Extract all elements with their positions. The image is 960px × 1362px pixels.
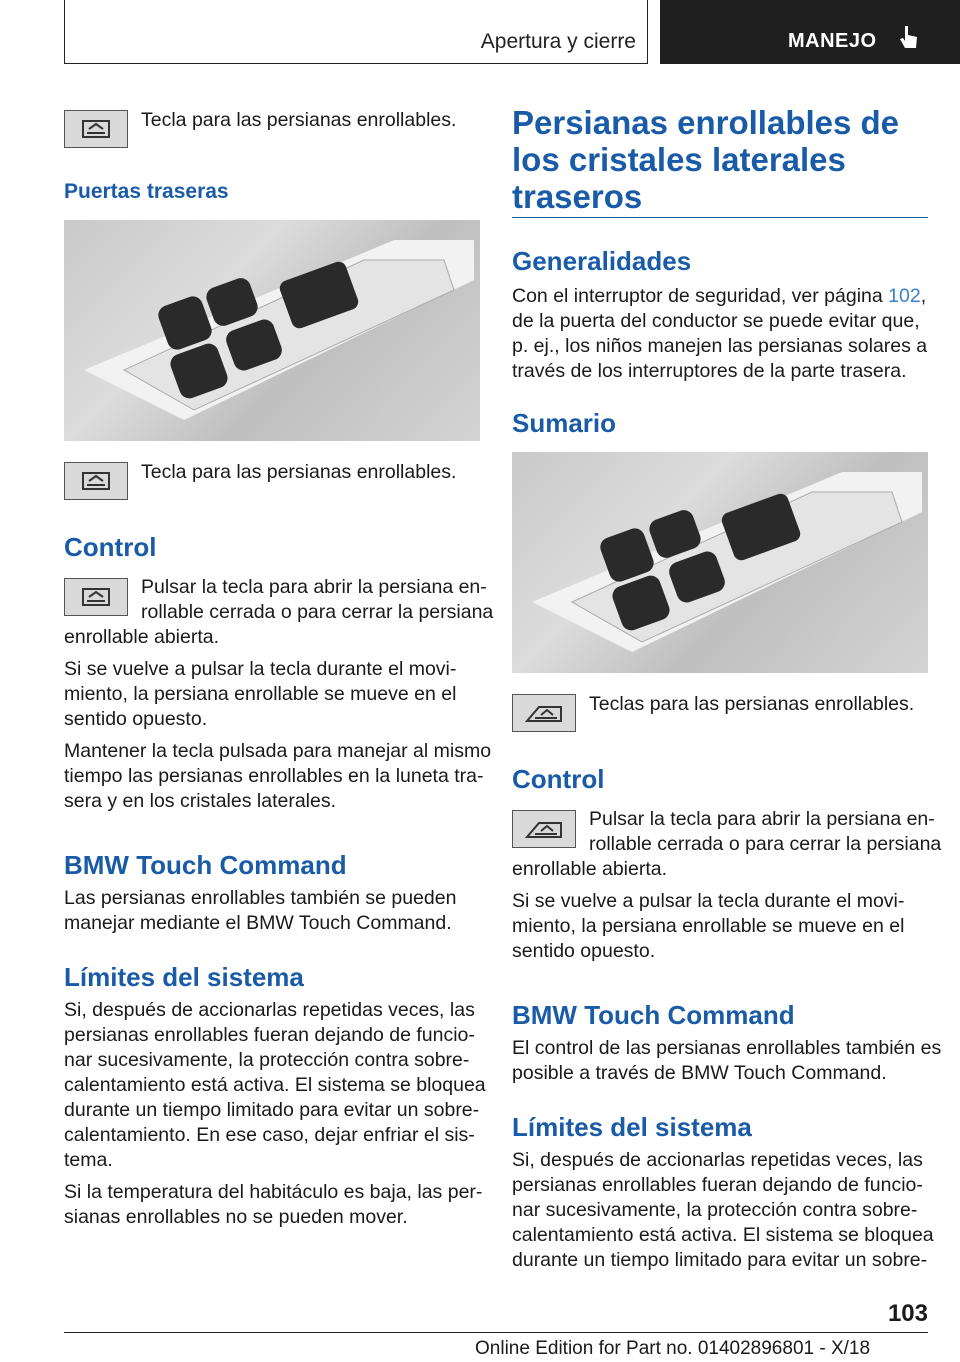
rear-blind-switch-icon-2 <box>64 462 128 500</box>
heading-general: Generalidades <box>512 246 692 276</box>
heading-control-left: Control <box>64 532 157 562</box>
touch-command-text-left: Las persianas enrollables también se pueden manejar mediante el BMW Touch Command. <box>64 887 457 934</box>
title-rule <box>512 217 928 218</box>
control-text-1a: Pulsar la tecla para abrir la persiana en- <box>141 576 487 598</box>
control-right-text-1a: Pulsar la tecla para abrir la persiana en- <box>589 808 935 830</box>
heading-touch-command-left: BMW Touch Command <box>64 850 347 880</box>
header-section-title: Apertura y cierre <box>480 30 636 53</box>
side-window-blind-icon-2 <box>512 810 576 848</box>
header-chapter-label: MANEJO <box>788 30 877 52</box>
rear-blind-switch-icon-3 <box>64 578 128 616</box>
control-right-text-1c: enrollable abierta. <box>512 858 668 880</box>
side-window-blind-icon <box>512 694 576 732</box>
caption-blind-key-2: Tecla para las persianas enrollables. <box>141 461 457 483</box>
footer-edition: Online Edition for Part no. 01402896801 - X/18 <box>475 1338 871 1359</box>
heading-rear-doors: Puertas traseras <box>64 180 229 203</box>
rear-blind-switch-icon <box>64 110 128 148</box>
control-text-3: Mantener la tecla pulsada para manejar al mismo tiempo las persianas enrollables en la luneta tra- sera y en los cristales laterales. <box>64 740 492 812</box>
heading-system-limits-left: Límites del sistema <box>64 962 304 992</box>
control-text-2: Si se vuelve a pulsar la tecla durante el movi- miento, la persiana enrollable se mueve en el sentido opuesto. <box>64 658 457 730</box>
header-chapter-tab[interactable] <box>660 0 960 64</box>
general-text <box>512 284 927 384</box>
section-title: Persianas enrollables de los cristales laterales traseros <box>512 104 900 215</box>
hand-pointer-icon <box>898 24 920 50</box>
heading-touch-command-right: BMW Touch Command <box>512 1000 795 1030</box>
footer-rule <box>64 1332 928 1333</box>
general-text-b: , de la puerta del conductor se puede evitar que, p. ej., los niños manejen las persianas solares a través de los interruptores de la parte trasera. <box>512 285 928 382</box>
control-right-text-2: Si se vuelve a pulsar la tecla durante el movi- miento, la persiana enrollable se mueve en el sentido opuesto. <box>512 890 905 962</box>
heading-system-limits-right: Límites del sistema <box>512 1112 752 1142</box>
caption-side-blind-keys: Teclas para las persianas enrollables. <box>589 693 915 715</box>
control-right-text-1b: rollable cerrada o para cerrar la persiana <box>589 833 942 855</box>
heading-summary: Sumario <box>512 408 617 438</box>
heading-control-right: Control <box>512 764 605 794</box>
rear-door-switch-photo <box>64 220 480 441</box>
summary-switch-photo <box>512 452 928 673</box>
system-limits-text-1: Si, después de accionarlas repetidas veces, las persianas enrollables fueran dejando de funcio- nar sucesivamente, la protección contra sobre- calentamiento está activa. El sistema se bloquea durante un tiempo limitado para evitar un sobre- calentamiento. En ese caso, dejar enfriar el sis- tema. <box>64 999 486 1171</box>
general-text-a: Con el interruptor de seguridad, ver página <box>512 285 889 307</box>
caption-blind-key-1: Tecla para las persianas enrollables. <box>141 109 457 131</box>
touch-command-text-right: El control de las persianas enrollables también es posible a través de BMW Touch Command. <box>512 1037 942 1084</box>
page-number: 103 <box>887 1300 928 1327</box>
control-text-1c: enrollable abierta. <box>64 626 220 648</box>
page-link-102[interactable]: 102 <box>888 285 921 307</box>
system-limits-text-2: Si la temperatura del habitáculo es baja, las per- sianas enrollables no se pueden mover. <box>64 1181 483 1228</box>
system-limits-text-right: Si, después de accionarlas repetidas veces, las persianas enrollables fueran dejando de funcio- nar sucesivamente, la protección contra sobre- calentamiento está activa. El sistema se bloquea durante un tiempo limitado para evitar un sobre- <box>512 1149 934 1271</box>
control-text-1b: rollable cerrada o para cerrar la persiana <box>141 601 494 623</box>
